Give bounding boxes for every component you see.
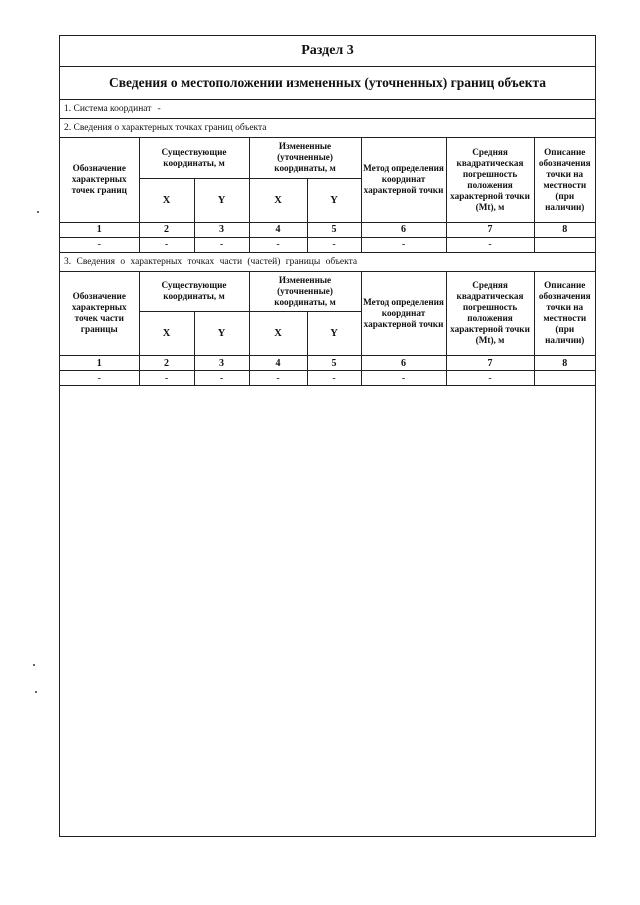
header-error: Средняя квадратическая погрешность положения характерной точки (Mt), м [446, 138, 534, 222]
column-number: 2 [139, 356, 194, 371]
table-cell: - [249, 371, 307, 386]
form-frame [59, 35, 596, 837]
table-cell: - [60, 237, 139, 252]
column-number: 7 [446, 356, 534, 371]
column-number: 6 [361, 222, 446, 237]
table-row [60, 237, 595, 252]
table-cell: - [361, 371, 446, 386]
header-existing-x: X [139, 178, 194, 222]
coordinate-system-value: - [157, 104, 161, 114]
header-existing-coords: Существующие координаты, м [139, 138, 249, 178]
scan-dot [33, 664, 35, 666]
table-cell: - [361, 237, 446, 252]
header-error: Средняя квадратическая погрешность положения характерной точки (Mt), м [446, 272, 534, 356]
header-method: Метод определения координат характерной точки [361, 272, 446, 356]
column-number: 4 [249, 356, 307, 371]
header-method: Метод определения координат характерной точки [361, 138, 446, 222]
boundary-points-table [60, 138, 595, 253]
table-cell [534, 237, 595, 252]
header-changed-x: X [249, 312, 307, 356]
header-changed-coords: Измененные (уточненные) координаты, м [249, 138, 361, 178]
header-existing-coords: Существующие координаты, м [139, 272, 249, 312]
header-changed-x: X [249, 178, 307, 222]
column-number: 1 [60, 222, 139, 237]
column-number: 3 [194, 222, 249, 237]
column-number: 2 [139, 222, 194, 237]
table-cell: - [194, 371, 249, 386]
table-heading-boundary-points: 2. Сведения о характерных точках границ объекта [60, 119, 595, 138]
column-number: 5 [307, 222, 361, 237]
coordinate-system-label: 1. Система координат [64, 104, 152, 114]
table-cell: - [139, 371, 194, 386]
header-description: Описание обозначения точки на местности (при наличии) [534, 138, 595, 222]
column-number: 4 [249, 222, 307, 237]
section-title: Раздел 3 [60, 36, 595, 67]
table-cell: - [446, 371, 534, 386]
table-cell: - [139, 237, 194, 252]
header-changed-y: Y [307, 312, 361, 356]
column-number-row [60, 222, 595, 237]
table-cell: - [446, 237, 534, 252]
part-points-table [60, 272, 595, 387]
table-cell: - [307, 237, 361, 252]
table-cell: - [307, 371, 361, 386]
coordinate-system-line [60, 100, 595, 119]
table-cell: - [194, 237, 249, 252]
column-number: 8 [534, 356, 595, 371]
column-number: 5 [307, 356, 361, 371]
column-number: 3 [194, 356, 249, 371]
column-number-row [60, 356, 595, 371]
header-designation: Обозначение характерных точек части границы [60, 272, 139, 356]
column-number: 6 [361, 356, 446, 371]
section-subtitle: Сведения о местоположении измененных (уточненных) границ объекта [60, 67, 595, 100]
scan-dot [37, 211, 39, 213]
header-existing-y: Y [194, 312, 249, 356]
table-cell [534, 371, 595, 386]
column-number: 7 [446, 222, 534, 237]
header-existing-y: Y [194, 178, 249, 222]
scan-dot [35, 691, 37, 693]
header-designation: Обозначение характерных точек границ [60, 138, 139, 222]
table-cell: - [249, 237, 307, 252]
header-existing-x: X [139, 312, 194, 356]
column-number: 1 [60, 356, 139, 371]
header-changed-y: Y [307, 178, 361, 222]
header-changed-coords: Измененные (уточненные) координаты, м [249, 272, 361, 312]
table-heading-part-points: 3. Сведения о характерных точках части (частей) границы объекта [60, 253, 595, 272]
header-description: Описание обозначения точки на местности (при наличии) [534, 272, 595, 356]
column-number: 8 [534, 222, 595, 237]
table-cell: - [60, 371, 139, 386]
table-row [60, 371, 595, 386]
